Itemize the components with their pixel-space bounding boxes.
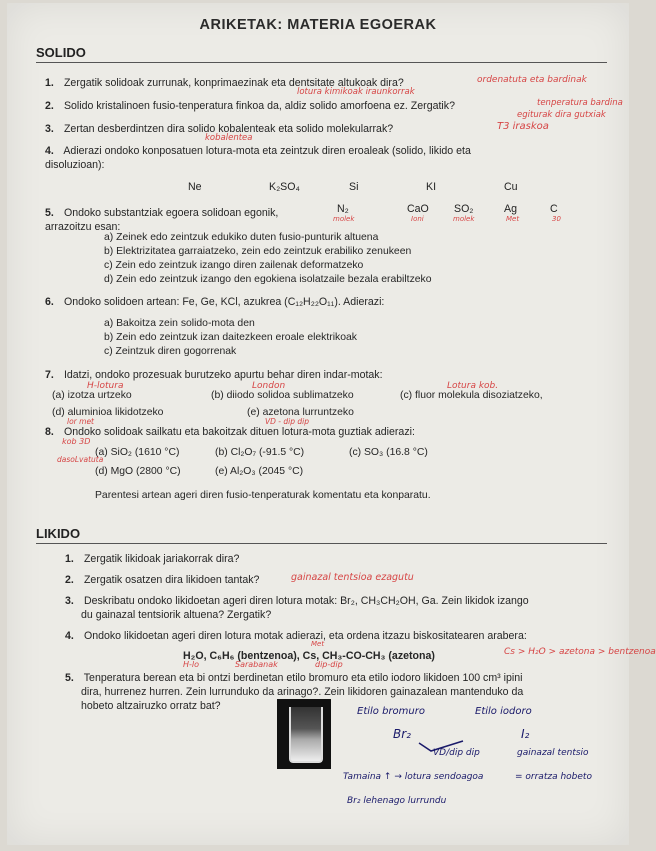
- list-item: (d) aluminioa likidotzeko: [52, 407, 164, 418]
- question-text-cont: arrazoitzu esan:: [45, 221, 121, 233]
- list-item: a) Bakoitza zein solido-mota den: [104, 318, 255, 329]
- handwritten-note: molek: [453, 215, 475, 223]
- handwritten-answer: Etilo iodoro: [475, 706, 532, 717]
- list-item: (c) fluor molekula disoziatzeko,: [400, 390, 543, 401]
- handwritten-answer: kob 3D: [62, 437, 91, 446]
- list-item: (c) SO₃ (16.8 °C): [349, 447, 428, 458]
- compound-label: Ne: [188, 181, 202, 193]
- handwritten-answer: Cs > H₂O > azetona > bentzenoa: [504, 647, 656, 657]
- question-text: Zergatik likidoak jariakorrak dira?: [83, 553, 240, 565]
- question-number: 6.: [45, 296, 54, 308]
- handwritten-answer: Lotura kob.: [447, 381, 499, 391]
- question-number: 1.: [45, 77, 54, 89]
- compound-label: Si: [349, 181, 359, 193]
- question-number: 3.: [65, 595, 74, 607]
- handwritten-answer: kobalentea: [205, 133, 253, 143]
- list-item: c) Zein edo zeintzuk izango diren zailenak deformatzeko: [104, 260, 364, 271]
- handwritten-answer: lotura kimikoak iraunkorrak: [297, 87, 415, 97]
- handwritten-answer: London: [252, 381, 286, 391]
- handwritten-answer: Etilo bromuro: [357, 706, 425, 717]
- handwritten-note: Met: [506, 215, 520, 223]
- compound-label: CaO: [407, 203, 429, 215]
- handwritten-answer: egiturak dira gutxiak: [517, 110, 606, 120]
- handwritten-answer: VD - dip dip: [265, 417, 309, 426]
- section-heading-likido: LIKIDO: [36, 526, 607, 544]
- solido-question-2: [45, 99, 455, 113]
- list-item: (a) izotza urtzeko: [52, 390, 132, 401]
- handwritten-answer: H-lotura: [87, 381, 124, 391]
- handwritten-note: Met: [311, 640, 325, 648]
- list-item: (a) SiO₂ (1610 °C): [95, 447, 180, 458]
- question-text: Zergatik solidoak zurrunak, konprimaezinak eta dentsitate altukoak dira?: [63, 77, 404, 89]
- question-number: 4.: [65, 630, 74, 642]
- list-item: (b) diiodo solidoa sublimatzeko: [211, 390, 354, 401]
- beaker-glass: [289, 707, 323, 763]
- question-text-cont: dira, hurrenez hurren. Zein lurrunduko da arinago?. Zein likidoren gainazalean mantenduko da: [81, 686, 524, 698]
- question-number: 2.: [45, 100, 54, 112]
- handwritten-answer: I₂: [521, 727, 530, 741]
- solido-question-8: [45, 425, 415, 439]
- list-item: (d) MgO (2800 °C): [95, 466, 181, 477]
- compound-label: Cu: [504, 181, 518, 193]
- list-item: a) Zeinek edo zeintzuk edukiko duten fusio-punturik altuena: [104, 232, 379, 243]
- compound-label: Ag: [504, 203, 517, 215]
- handwritten-answer: VD/dip dip: [433, 748, 480, 758]
- section-heading-solido: SOLIDO: [36, 45, 607, 63]
- question-text: Tenperatura berean eta bi ontzi berdinetan etilo bromuro eta etilo iodoro likidoen 100 cm³ ipini: [83, 672, 523, 684]
- handwritten-answer: gainazal tentsioa ezagutu: [291, 572, 414, 583]
- handwritten-answer: lor met: [67, 417, 95, 426]
- list-item: b) Zein edo zeintzuk izan daitezkeen eroale elektrikoak: [104, 332, 357, 343]
- page-title: ARIKETAK: MATERIA EGOERAK: [199, 17, 437, 33]
- compound-label: N₂: [337, 203, 349, 215]
- checkmark-icon: [417, 739, 477, 753]
- question-text: Ondoko solidoen artean: Fe, Ge, KCl, azukrea (C₁₂H₂₂O₁₁). Adierazi:: [63, 296, 385, 308]
- handwritten-note: Ioni: [411, 215, 424, 223]
- compound-label: C: [550, 203, 558, 215]
- question-text-cont: du gainazal tentsiorik altuena? Zergatik?: [81, 609, 272, 621]
- handwritten-note: Sarabanak: [235, 660, 278, 669]
- question-text: Ondoko solidoak sailkatu eta bakoitzak dituen lotura-mota guztiak adierazi:: [63, 426, 415, 438]
- question-number: 2.: [65, 574, 74, 586]
- solido-question-4: [45, 144, 605, 172]
- handwritten-answer: T3 iraskoa: [497, 121, 549, 132]
- question-number: 3.: [45, 123, 54, 135]
- question-text: Ondoko likidoetan ageri diren lotura motak adierazi, eta ordena itzazu biskositatearen arabera:: [83, 630, 527, 642]
- list-item: c) Zeintzuk diren gogorrenak: [104, 346, 237, 357]
- question-number: 7.: [45, 369, 54, 381]
- solido-question-7: [45, 368, 383, 382]
- likido-question-1: [65, 552, 239, 566]
- compound-label: SO₂: [454, 203, 474, 215]
- handwritten-note: dip-dip: [315, 660, 343, 669]
- question-text: Adierazi ondoko konposatuen lotura-mota eta zeintzuk diren eroaleak (solido, likido eta: [63, 145, 471, 157]
- compound-label: K₂SO₄: [269, 181, 300, 193]
- question-text-cont: disoluzioan):: [45, 159, 105, 171]
- question-number: 1.: [65, 553, 74, 565]
- note-text: Parentesi artean ageri diren fusio-tenperaturak komentatu eta konparatu.: [95, 490, 431, 501]
- solido-question-5: [45, 206, 278, 234]
- handwritten-answer: Tamaina ↑ → lotura sendoagoa: [343, 772, 484, 782]
- question-text: Idatzi, ondoko prozesuak burutzeko apurtu behar diren indar-motak:: [63, 369, 383, 381]
- worksheet-page: [7, 3, 656, 845]
- handwritten-note: H-lo: [183, 660, 200, 669]
- handwritten-answer: ordenatuta eta bardinak: [477, 75, 587, 85]
- handwritten-answer: Br₂: [393, 727, 411, 741]
- handwritten-answer: dasoLvatuta: [57, 455, 104, 464]
- question-text-cont: hobeto altzairuzko orratz bat?: [81, 700, 221, 712]
- list-item: (e) Al₂O₃ (2045 °C): [215, 466, 304, 477]
- handwritten-note: 30: [552, 215, 561, 223]
- handwritten-answer: Br₂ lehenago lurrundu: [347, 796, 447, 806]
- question-number: 5.: [45, 207, 54, 219]
- compound-label: KI: [426, 181, 437, 193]
- question-number: 5.: [65, 672, 74, 684]
- beaker-photo: [277, 699, 331, 769]
- handwritten-answer: gainazal tentsio: [517, 748, 589, 758]
- likido-question-3: [65, 594, 605, 622]
- likido-question-4: [65, 629, 527, 643]
- likido-question-2: [65, 573, 259, 587]
- question-number: 4.: [45, 145, 54, 157]
- question-text: Solido kristalinoen fusio-tenperatura finkoa da, aldiz solido amorfoena ez. Zergatik?: [63, 100, 455, 112]
- question-text: Ondoko substantziak egoera solidoan egonik,: [63, 207, 279, 219]
- compound-list: H₂O, C₆H₆ (bentzenoa), Cs, CH₃-CO-CH₃ (azetona): [183, 650, 435, 662]
- list-item: (e) azetona lurruntzeko: [247, 407, 354, 418]
- list-item: (b) Cl₂O₇ (-91.5 °C): [215, 447, 305, 458]
- list-item: d) Zein edo zeintzuk izango den egokiena isolatzaile bezala erabiltzeko: [104, 274, 432, 285]
- question-text: Deskribatu ondoko likidoetan ageri diren lotura motak: Br₂, CH₃CH₂OH, Ga. Zein likidok izango: [83, 595, 529, 607]
- list-item: b) Elektrizitatea garraiatzeko, zein edo zeintzuk erabiliko zenukeen: [104, 246, 412, 257]
- handwritten-note: molek: [333, 215, 355, 223]
- handwritten-answer: = orratza hobeto: [515, 772, 592, 782]
- solido-question-6: [45, 295, 384, 309]
- question-number: 8.: [45, 426, 54, 438]
- handwritten-answer: tenperatura bardina: [537, 98, 623, 108]
- question-text: Zertan desberdintzen dira solido kobalenteak eta solido molekularrak?: [63, 123, 394, 135]
- question-text: Zergatik osatzen dira likidoen tantak?: [83, 574, 260, 586]
